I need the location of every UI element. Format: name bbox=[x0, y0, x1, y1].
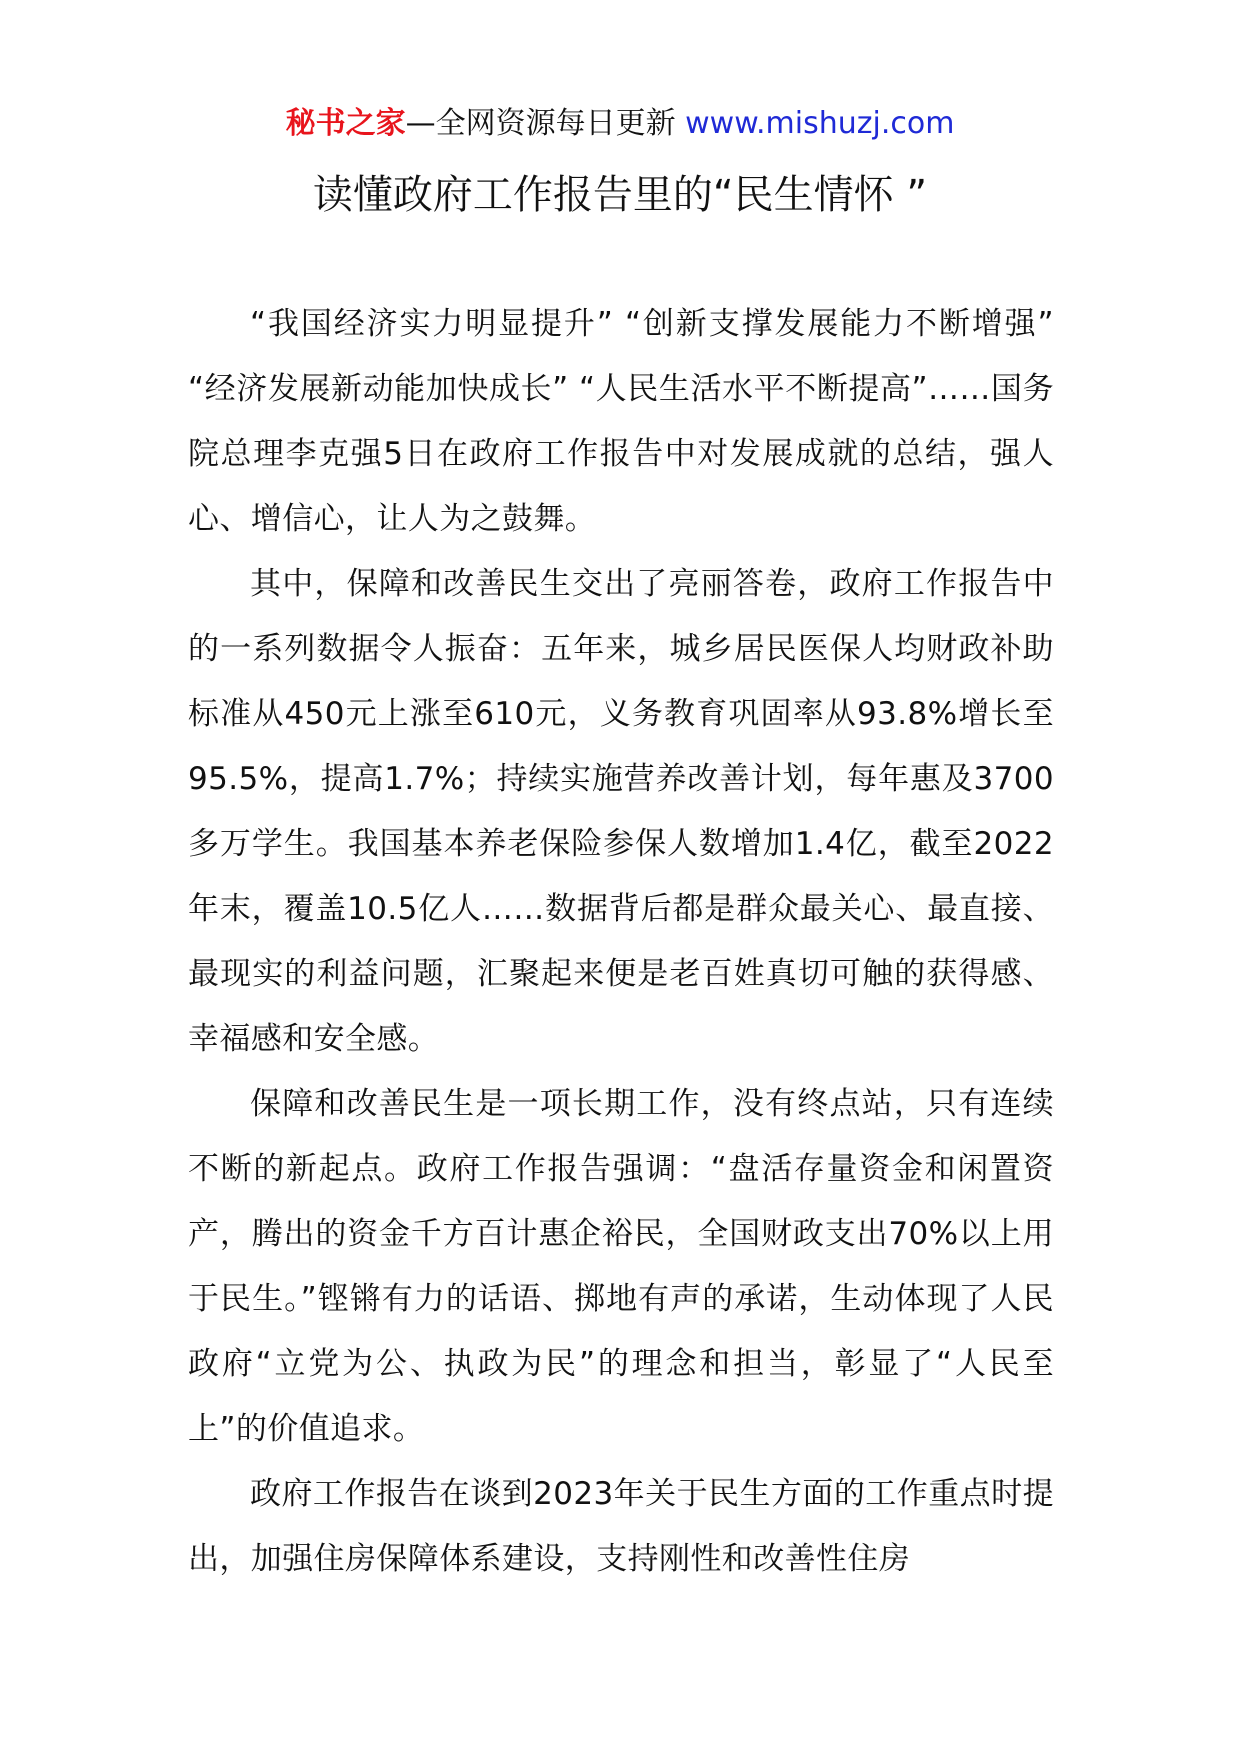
document-body bbox=[188, 292, 1054, 1592]
paragraph-4: 政府工作报告在谈到2023年关于民生方面的工作重点时提出，加强住房保障体系建设，支持刚性和改善性住房 bbox=[188, 1476, 1054, 1577]
header-tagline: —全网资源每日更新 bbox=[405, 106, 676, 141]
paragraph-2: 其中，保障和改善民生交出了亮丽答卷，政府工作报告中的一系列数据令人振奋：五年来，城乡居民医保人均财政补助标准从450元上涨至610元，义务教育巩固率从93.8%增长至95.5%，提高1.7%；持续实施营养改善计划，每年惠及3700多万学生。我国基本养老保险参保人数增加1.4亿，截至2022年末，覆盖10.5亿人……数据背后都是群众最关心、最直接、最现实的利益问题，汇聚起来便是老百姓真切可触的获得感、幸福感和安全感。 bbox=[188, 566, 1054, 1057]
site-header bbox=[0, 100, 1240, 148]
paragraph-1: “我国经济实力明显提升” “创新支撑发展能力不断增强” “经济发展新动能加快成长” “人民生活水平不断提高”……国务院总理李克强5日在政府工作报告中对发展成就的总结，强人心、增信心，让人为之鼓舞。 bbox=[188, 306, 1054, 537]
document-title: 读懂政府工作报告里的“民生情怀 ” bbox=[312, 172, 928, 218]
brand-name: 秘书之家 bbox=[285, 106, 406, 141]
site-url-link[interactable]: www.mishuzj.com bbox=[685, 106, 955, 141]
paragraph-3: 保障和改善民生是一项长期工作，没有终点站，只有连续不断的新起点。政府工作报告强调：“盘活存量资金和闲置资产，腾出的资金千方百计惠企裕民，全国财政支出70%以上用于民生。”铿锵有力的话语、掷地有声的承诺，生动体现了人民政府“立党为公、执政为民”的理念和担当，彰显了“人民至上”的价值追求。 bbox=[188, 1086, 1054, 1447]
